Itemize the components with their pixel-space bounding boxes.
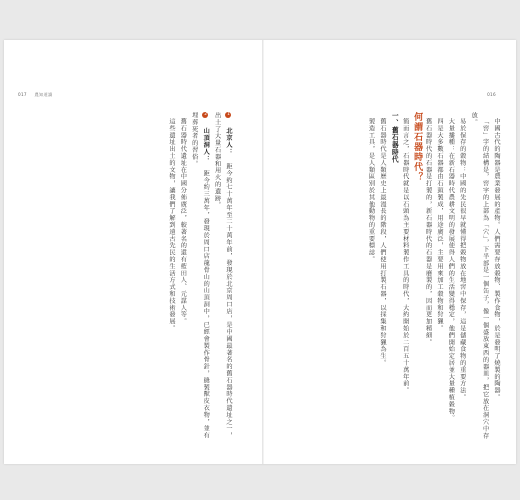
section-heading: 何謂石器時代？ [412, 112, 423, 182]
book-spread [4, 40, 516, 464]
bullet-title: 山頂洞人： [202, 127, 210, 163]
bullet-title: 北京人： [225, 127, 232, 156]
left-page [4, 40, 260, 464]
bullet-text: 距今約七十萬年至二十萬年前，發現於北京周口店，是中國最著名的舊石器時代遺址之一，出土了大量石器和用火的遺跡。 [213, 112, 232, 440]
left-page-body [166, 112, 234, 444]
left-page-header [18, 92, 53, 98]
body-paragraph: 易於保存的穀物：中國的先民很早就懂得把穀物放在地窖中保存，這是儲藏食物的重要方法。 [458, 118, 466, 402]
bullet-number-marker: 2 [203, 112, 209, 118]
body-paragraph: 四是大多數石器都由石頭製成，用途廣泛，主要用來加工穀物和狩獵。 [435, 118, 443, 333]
bullet-text: 距今約三萬年，發現於周口店龍骨山的山頂洞中，已經會製作骨針，縫製獸皮衣物，並有埋葬死者的習俗。 [190, 112, 210, 440]
right-page-body [365, 112, 502, 444]
bullet-item [188, 112, 211, 444]
body-paragraph: 舊石器時代的石器是打製的，新石器時代的石器是磨製的，因而更加精細。 [424, 118, 432, 346]
lead-paragraph: 簡而言之，石器時代就是以石頭為主要材料製作工具的時代，大約開始於二百五十萬年前。 [401, 118, 409, 395]
body-paragraph: 製造工具，是人類區別於其他動物的重要標誌。 [367, 118, 375, 264]
running-title: 農知道讀 [34, 92, 53, 97]
body-paragraph: 「窖」字的結構是，窖字的上部為「穴」，下半部是一個缶子，像一個盛放東西的器皿，把它放在洞穴中存放。 [470, 112, 489, 440]
right-page-number: 016 [487, 92, 496, 97]
left-page-number: 017 [18, 92, 27, 97]
body-paragraph: 這些遺址出土的文物，讓我們了解到遠古先民的生活方式和技術發展。 [167, 118, 175, 333]
bullet-item [211, 112, 234, 444]
body-paragraph: 舊石器時代是人類歷史上最漫長的階段，人們使用打製石器，以採集和狩獵為生。 [378, 118, 386, 367]
body-paragraph: 舊石器時代遺址在中國分佈廣泛，較著名的還有藍田人、元謀人等。 [179, 118, 187, 326]
bullet-number-marker: 1 [226, 112, 231, 118]
right-page-header [487, 92, 496, 97]
body-paragraph: 大量播種：在新石器時代農耕文明的發展使得人們的生活變得穩定，他們開始定居並大量種植穀物。 [447, 118, 455, 422]
body-paragraph: 中國古代的陶器是農業發展的產物。人們需要存放穀物、製作食物，於是發明了燒製的陶器。 [493, 118, 500, 402]
right-page [260, 40, 516, 464]
sub-heading: 一、舊石器時代 [390, 112, 399, 164]
